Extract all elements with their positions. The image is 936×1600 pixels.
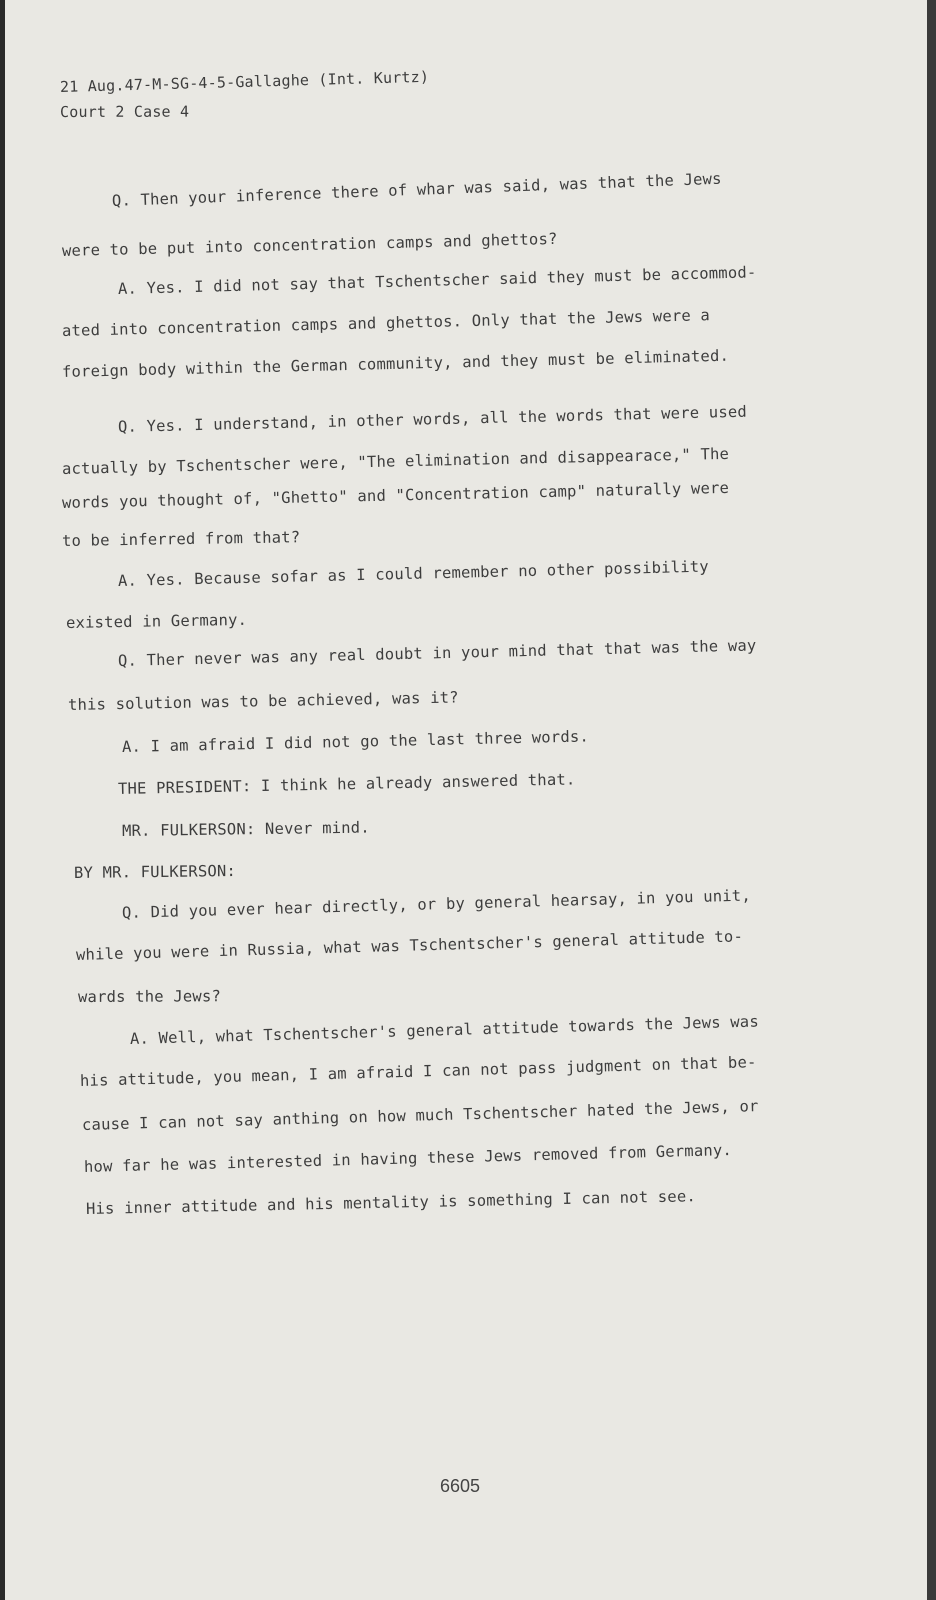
transcript-line: THE PRESIDENT: I think he already answered that. <box>117 770 576 798</box>
transcript-line: His inner attitude and his mentality is something I can not see. <box>85 1187 697 1218</box>
transcript-line: BY MR. FULKERSON: <box>73 862 237 882</box>
transcript-line: Q. Then your inference there of whar was said, was that the Jews <box>111 169 722 210</box>
transcript-line: A. I am afraid I did not go the last three words. <box>121 727 590 756</box>
transcript-line: wards the Jews? <box>77 987 222 1006</box>
header-line-1: 21 Aug.47-M-SG-4-5-Gallaghe (Int. Kurtz) <box>59 67 430 96</box>
transcript-line: A. Yes. I did not say that Tschentscher said they must be accommod- <box>117 263 757 298</box>
transcript-line: actually by Tschentscher were, "The elimination and disappearace," The <box>61 444 730 478</box>
transcript-line: foreign body within the German community, and they must be eliminated. <box>61 346 730 381</box>
transcript-line: ated into concentration camps and ghettos. Only that the Jews were a <box>61 306 711 340</box>
transcript-line: MR. FULKERSON: Never mind. <box>121 818 370 840</box>
transcript-line: how far he was interested in having these Jews removed from Germany. <box>83 1141 733 1176</box>
transcript-line: Q. Did you ever hear directly, or by general hearsay, in you unit, <box>121 886 752 922</box>
transcript-line: were to be put into concentration camps and ghettos? <box>61 229 558 260</box>
transcript-line: to be inferred from that? <box>61 528 301 550</box>
transcript-line: his attitude, you mean, I am afraid I can not pass judgment on that be- <box>79 1053 757 1090</box>
transcript-line: A. Yes. Because sofar as I could remember no other possibility <box>117 557 710 590</box>
transcript-line: Q. Yes. I understand, in other words, all the words that were used <box>117 402 748 436</box>
transcript-line: this solution was to be achieved, was it? <box>67 688 459 714</box>
transcript-line: while you were in Russia, what was Tschentscher's general attitude to- <box>75 927 744 964</box>
transcript-line: existed in Germany. <box>65 610 248 632</box>
transcript-line: Q. Ther never was any real doubt in your mind that that was the way <box>117 636 757 670</box>
transcript-line: cause I can not say anthing on how much Tschentscher hated the Jews, or <box>81 1097 759 1134</box>
header-line-2: Court 2 Case 4 <box>59 102 190 121</box>
transcript-line: words you thought of, "Ghetto" and "Concentration camp" naturally were <box>61 478 730 512</box>
page-number: 6605 <box>440 1476 481 1496</box>
transcript-line: A. Well, what Tschentscher's general attitude towards the Jews was <box>129 1012 760 1048</box>
